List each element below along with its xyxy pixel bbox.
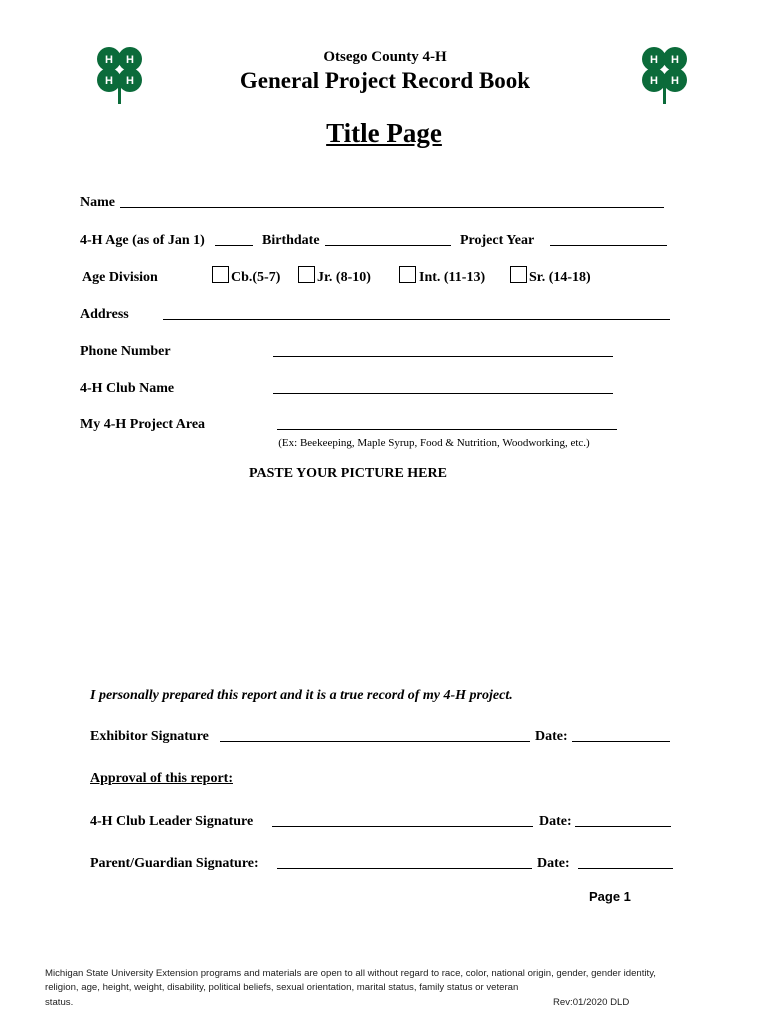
checkbox-senior[interactable] <box>510 266 527 283</box>
division-senior: Sr. (14-18) <box>529 270 591 285</box>
svg-text:H: H <box>650 75 658 87</box>
page-number: Page 1 <box>589 889 631 904</box>
checkbox-junior[interactable] <box>298 266 315 283</box>
club-field[interactable] <box>273 393 613 394</box>
leader-signature-field[interactable] <box>272 826 533 827</box>
svg-text:H: H <box>671 54 679 66</box>
picture-placeholder-label: PASTE YOUR PICTURE HERE <box>249 466 447 481</box>
project-area-field[interactable] <box>277 429 617 430</box>
exhibitor-signature-field[interactable] <box>220 741 530 742</box>
name-field[interactable] <box>120 207 664 208</box>
exhibitor-date-field[interactable] <box>572 741 670 742</box>
revision-label: Rev:01/2020 DLD <box>553 997 630 1008</box>
project-area-label: My 4-H Project Area <box>80 417 206 432</box>
checkbox-intermediate[interactable] <box>399 266 416 283</box>
footer-line-1: Michigan State University Extension programs and materials are open to all without regard to race, color, national origin, gender, gender identity, <box>45 968 656 979</box>
leader-date-label: Date: <box>539 814 572 829</box>
division-intermediate: Int. (11-13) <box>419 270 486 285</box>
svg-text:H: H <box>650 54 658 66</box>
parent-signature-label: Parent/Guardian Signature: <box>90 856 259 871</box>
age-label: 4-H Age (as of Jan 1) <box>80 233 205 248</box>
county-name: Otsego County 4-H <box>323 49 447 65</box>
footer-line-2: religion, age, height, weight, disability, political beliefs, sexual orientation, marital status, family status or veteran <box>45 982 519 993</box>
division-junior: Jr. (8-10) <box>317 270 371 285</box>
phone-field[interactable] <box>273 356 613 357</box>
4h-clover-logo-right <box>638 44 692 104</box>
birthdate-field[interactable] <box>325 245 451 246</box>
document-title: General Project Record Book <box>239 68 531 93</box>
project-area-hint: (Ex: Beekeeping, Maple Syrup, Food & Nutrition, Woodworking, etc.) <box>278 437 590 449</box>
project-year-field[interactable] <box>550 245 667 246</box>
statement: I personally prepared this report and it is a true record of my 4-H project. <box>90 688 513 703</box>
age-field[interactable] <box>215 245 253 246</box>
page-title: Title Page <box>326 118 442 148</box>
address-field[interactable] <box>163 319 670 320</box>
birthdate-label: Birthdate <box>262 233 320 248</box>
approval-heading: Approval of this report: <box>90 771 233 786</box>
name-label: Name <box>80 195 115 210</box>
age-division-label: Age Division <box>82 270 158 285</box>
parent-signature-field[interactable] <box>277 868 532 869</box>
exhibitor-date-label: Date: <box>535 729 568 744</box>
svg-text:H: H <box>671 75 679 87</box>
4h-clover-logo-left <box>93 44 147 104</box>
leader-date-field[interactable] <box>575 826 671 827</box>
svg-text:H: H <box>105 54 113 66</box>
project-year-label: Project Year <box>460 233 535 248</box>
exhibitor-signature-label: Exhibitor Signature <box>90 729 209 744</box>
address-label: Address <box>80 307 129 322</box>
svg-text:H: H <box>126 75 134 87</box>
svg-text:H: H <box>126 54 134 66</box>
footer-line-3: status. <box>45 997 74 1008</box>
phone-label: Phone Number <box>80 344 171 359</box>
checkbox-cloverbud[interactable] <box>212 266 229 283</box>
parent-date-label: Date: <box>537 856 570 871</box>
division-cloverbud: Cb.(5-7) <box>231 270 281 285</box>
club-label: 4-H Club Name <box>80 381 175 396</box>
svg-text:H: H <box>105 75 113 87</box>
parent-date-field[interactable] <box>578 868 673 869</box>
picture-area[interactable] <box>80 490 680 680</box>
leader-signature-label: 4-H Club Leader Signature <box>90 814 254 829</box>
